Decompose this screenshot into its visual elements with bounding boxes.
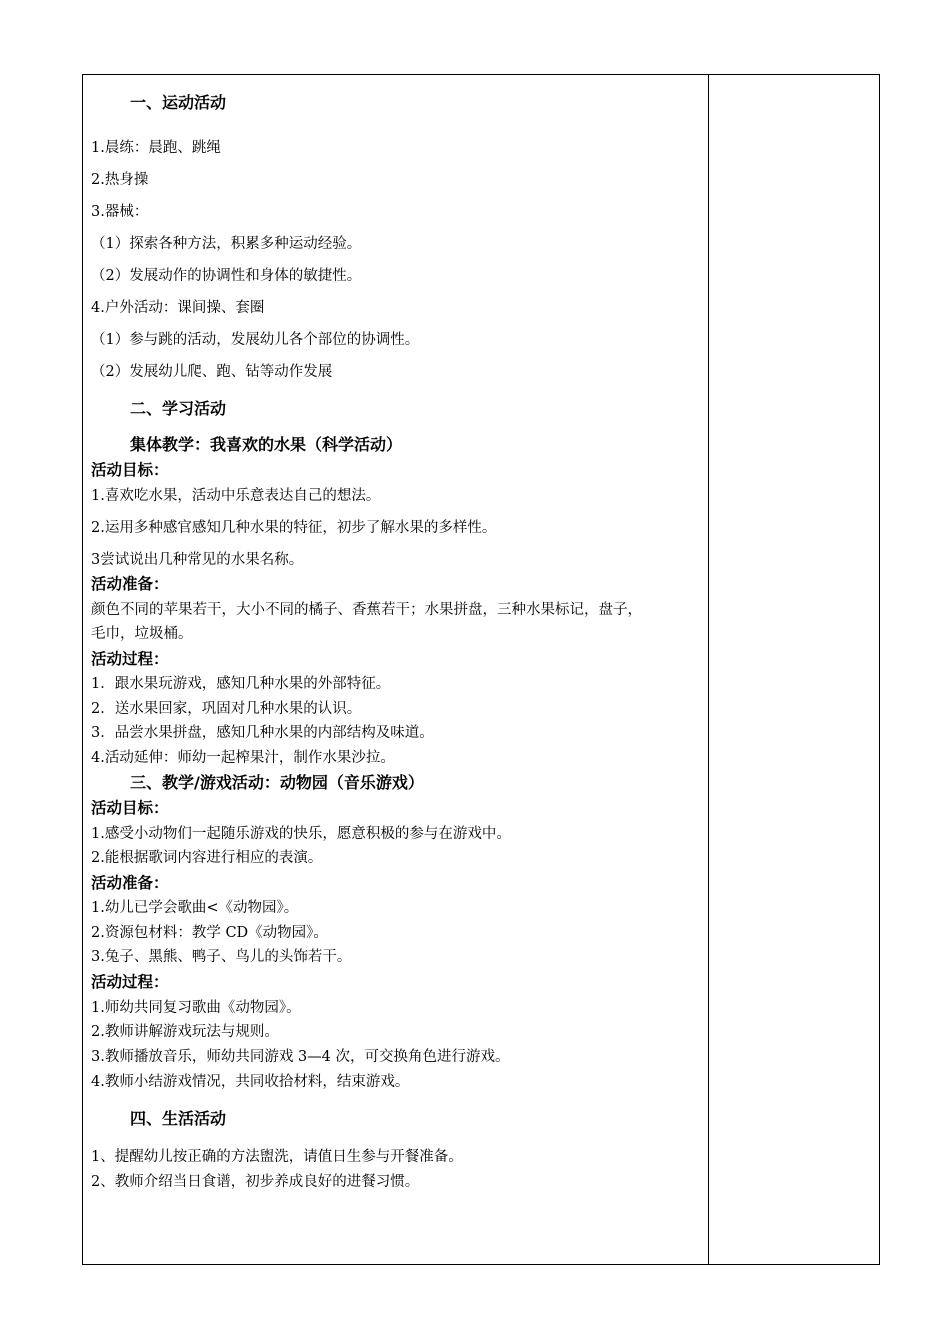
s2-proc: 4.活动延伸：师幼一起榨果汁，制作水果沙拉。: [91, 750, 395, 766]
s1-line: 4.户外活动：课间操、套圈: [91, 300, 265, 316]
s1-line: 3.器械：: [91, 204, 149, 220]
s2-prep: 颜色不同的苹果若干，大小不同的橘子、香蕉若干；水果拼盘，三种水果标记，盘子，: [91, 602, 642, 618]
section-3-title: 三、教学/游戏活动：动物园（音乐游戏）: [130, 773, 424, 792]
s2-goal: 2.运用多种感官感知几种水果的特征，初步了解水果的多样性。: [91, 520, 497, 536]
s1-line: 1.晨练：晨跑、跳绳: [91, 140, 221, 156]
s2-prep: 毛巾，垃圾桶。: [91, 626, 193, 642]
s3-prep: 2.资源包材料：教学 CD《动物园》。: [91, 925, 328, 941]
s3-proc: 3.教师播放音乐，师幼共同游戏 3—4 次，可交换角色进行游戏。: [91, 1049, 510, 1065]
section-1-title: 一、运动活动: [130, 93, 227, 112]
s2-goal: 1.喜欢吃水果，活动中乐意表达自己的想法。: [91, 488, 381, 504]
s3-proc: 4.教师小结游戏情况，共同收拾材料，结束游戏。: [91, 1074, 410, 1090]
section-2-title: 二、学习活动: [130, 399, 227, 418]
s3-proc: 1.师幼共同复习歌曲《动物园》。: [91, 1000, 301, 1016]
s4-line: 1、提醒幼儿按正确的方法盥洗，请值日生参与开餐准备。: [91, 1149, 463, 1165]
s2-goal-label: 活动目标：: [91, 460, 169, 479]
s3-goal-label: 活动目标：: [91, 798, 169, 817]
s2-proc-label: 活动过程：: [91, 649, 169, 668]
s1-line: （2）发展动作的协调性和身体的敏捷性。: [91, 268, 362, 284]
s3-prep: 1.幼儿已学会歌曲<《动物园》。: [91, 900, 299, 916]
s3-prep-label: 活动准备：: [91, 873, 169, 892]
s2-lesson-title: 集体教学：我喜欢的水果（科学活动）: [130, 435, 403, 454]
s1-line: （1）参与跳的活动，发展幼儿各个部位的协调性。: [91, 332, 420, 348]
s1-line: 2.热身操: [91, 172, 149, 188]
s2-proc: 2．送水果回家，巩固对几种水果的认识。: [91, 701, 362, 717]
s1-line: （2）发展幼儿爬、跑、钻等动作发展: [91, 364, 333, 380]
section-4-title: 四、生活活动: [130, 1109, 227, 1128]
s4-line: 2、教师介绍当日食谱，初步养成良好的进餐习惯。: [91, 1174, 420, 1190]
s2-proc: 3．品尝水果拼盘，感知几种水果的内部结构及味道。: [91, 725, 434, 741]
s3-goal: 2.能根据歌词内容进行相应的表演。: [91, 850, 323, 866]
s2-goal: 3尝试说出几种常见的水果名称。: [91, 552, 304, 568]
s3-goal: 1.感受小动物们一起随乐游戏的快乐，愿意积极的参与在游戏中。: [91, 826, 511, 842]
s2-prep-label: 活动准备：: [91, 574, 169, 593]
s3-proc: 2.教师讲解游戏玩法与规则。: [91, 1024, 279, 1040]
s1-line: （1）探索各种方法，积累多种运动经验。: [91, 236, 362, 252]
s3-proc-label: 活动过程：: [91, 972, 169, 991]
column-divider: [708, 74, 709, 1265]
s3-prep: 3.兔子、黑熊、鸭子、鸟儿的头饰若干。: [91, 949, 352, 965]
s2-proc: 1．跟水果玩游戏，感知几种水果的外部特征。: [91, 676, 391, 692]
